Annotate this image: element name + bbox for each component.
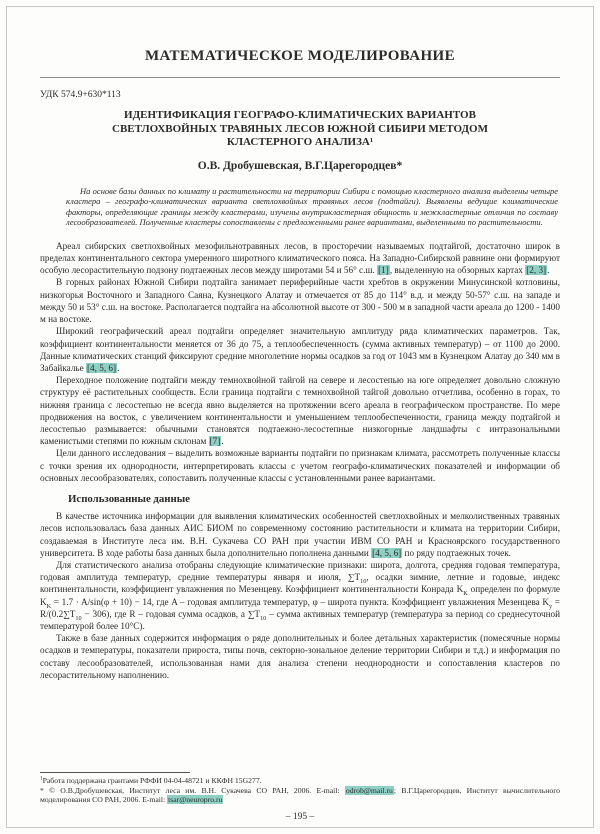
udk-code: УДК 574.9+630*113 (40, 90, 121, 100)
text-run: Широкий географический ареал подтайги определяет значительную амплитуду ряда климатических параметров. Так, коэффициент континентальности меняется от 36 до 75, а теплообеспеченность (сумма активных температур) – от 1100 до 2000. Данные климатических станций фиксируют средние многолетние нормы осадков за год от 1043 мм в Кузнецком Алатау до 340 мм в Забайкалье (40, 326, 560, 373)
text-run: . (547, 265, 550, 276)
footnotes (40, 776, 560, 805)
text-run: . (117, 362, 120, 373)
authors-line: О.В. Дробушевская, В.Г.Царегородцев* (197, 159, 403, 172)
text-run: Работа поддержана грантами РФФИ 04-04-48721 и ККФН 15G277. (42, 775, 262, 785)
title-line: КЛАСТЕРНОГО АНАЛИЗА¹ (226, 136, 374, 148)
text-run: 10 (75, 614, 82, 622)
footnote-rule (40, 772, 190, 773)
text-run: . (221, 436, 224, 447)
title-line: ИДЕНТИФИКАЦИЯ ГЕОГРАФО-КЛИМАТИЧЕСКИХ ВАРИАНТОВ (124, 109, 476, 121)
page-footer (40, 772, 560, 822)
paragraph (40, 276, 560, 325)
text-run: В горных районах Южной Сибири подтайга занимает периферийные части хребтов в окружении Минусинской котловины, низкогорья Восточного и Западного Саяна, Кузнецкого Алатау и отмечается от 85 до 114° в.д. и между 50-57° с.ш. на западе и между 50 и 53° с.ш. на востоке. Располагается подтайга на абсолютной высоте от 300 - 500 м в западной части ареала до 1200 - 1400 м на востоке. (40, 277, 560, 325)
text-run: * © О.В.Дробушевская, Институт леса им. В.Н. Сукачева СО РАН, 2006. E-mail: (40, 785, 345, 795)
abstract: На основе базы данных по климату и растительности на территории Сибири с помощью кластерного анализа выделены четыре кластера – географо-климатических варианта светлохвойных травяных лесов (подтайги). Выявлены ведущие климатические факторы, определяющие границы между кластерами, изучены внутрикластерная общность и межкластерные отличия по составу лесообразователей. Полученные кластеры сопоставлены с предложенными ранее вариантами, выделенными по растительности. (66, 185, 558, 228)
text-run: Цели данного исследования – выделить возможные варианты подтайги по признакам климата, рассмотреть полученные классы с точки зрения их однородности, интерпретировать классы с учетом географо-климатических показателей и информации об основных лесообразователях, сопоставить полученные классы с установленными ранее вариантами. (40, 448, 560, 483)
text-run: по ряду подтаежных точек. (402, 547, 511, 558)
text-run: , выделенную на обзорных картах (389, 265, 526, 276)
article-body (40, 240, 560, 681)
text-run: K (463, 590, 468, 598)
paragraph (40, 325, 560, 374)
citation-link[interactable]: [4, 5, 6] (372, 547, 402, 558)
header-rule (40, 77, 560, 78)
text-run: Для статистического анализа отобраны следующие климатические признаки: широта, долгота, средняя годовая температура, годовая амплитуда температур, средние температуры января и июля, ∑T (40, 559, 560, 583)
footnote (40, 786, 560, 805)
paragraph (40, 510, 560, 559)
text-run: , осадки зимние, летние и годовые, индекс континентальности, коэффициент увлажнения по Мезенцеву. Коэффициент континентальности Конрада K (40, 572, 560, 595)
article-title (40, 109, 560, 150)
text-run: = R/(0.2∑T (40, 596, 560, 619)
text-run: определен по формуле K (40, 584, 560, 607)
text-run: В качестве источника информации для выявления климатических особенностей светлохвойных и мелколиственных травяных лесов использовалась база данных АИС БИОМ по современному состоянию растительности и климата на территории Сибири, создаваемая в Институте леса им. В.Н. Сукачева СО РАН при участии ИВМ СО РАН и Красноярского государственного университета. В ходе работы база данных была дополнительно пополнена данными (40, 511, 560, 558)
text-run: у (549, 602, 553, 610)
footnote (40, 776, 560, 786)
paragraph (40, 374, 560, 447)
text-run: K (46, 602, 52, 610)
citation-link[interactable]: [1] (378, 265, 389, 276)
paragraph (40, 632, 560, 681)
paragraph (40, 559, 560, 632)
text-run: 10 (260, 614, 267, 622)
paragraph (40, 240, 560, 277)
text-run: Переходное положение подтайги между темнохвойной тайгой на севере и лесостепью на юге определяет довольно сложную структуру её растительных сообществ. Если граница подтайги с темнохвойной тайгой довольно отчетлива, особенно в горах, то нижняя граница с лесостепью не всегда явно выделяется на протяжении всего ареала в географическом пространстве. По мере продвижения на восток, с увеличением континентальности и уменьшением теплообеспеченности, граница между подтайгой и лесостепью размывается: обычными становятся подтаежно-лесостепные низкогорные ландшафты с интразональными каменистыми степями по южным склонам (40, 375, 560, 447)
email-link[interactable]: tsar@neuropro.ru (168, 795, 223, 805)
text-run: 1 (40, 775, 43, 782)
citation-link[interactable]: [2, 3] (526, 265, 547, 276)
text-run: − 306), где R – годовая сумма осадков, а ∑T (81, 608, 261, 619)
text-run: – сумма активных температур (температура за период со среднесуточной температурой более 10°С). (40, 608, 561, 631)
email-link[interactable]: odrob@mail.ru (345, 785, 393, 795)
page-number: – 195 – (285, 812, 315, 822)
paragraph (40, 447, 560, 484)
text-run: = 1.7 · A/sin(φ + 10) − 14, где A – годовая амплитуда температур, φ – широта пункта. Коэффициент увлажнения Мезенцева K (51, 596, 550, 607)
text-run: Также в базе данных содержится информация о ряде дополнительных и более детальных характеристик (помесячные нормы осадков и температуры, показатели прироста, типы почв, секторно-зональное деление территории Сибири и т.д.) и информация по составу лесообразователей, использованная нами для анализа степени неоднородности и сопоставления кластеров по лесорастительному наполнению. (40, 633, 560, 680)
text-run: 10 (360, 577, 367, 585)
running-head: МАТЕМАТИЧЕСКОЕ МОДЕЛИРОВАНИЕ (144, 48, 456, 64)
section-heading: Использованные данные (68, 492, 190, 505)
citation-link[interactable]: [4, 5, 6] (86, 362, 117, 373)
text-run: Ареал сибирских светлохвойных мезофильнотравяных лесов, в просторечии называемых подтайгой, достаточно широк в пределах континентального сектора умеренного широтного климатического пояса. На Западно-Сибирской равнине они формируют особую лесорастительную подзону подтаежных лесов между широтами 54 и 56° с.ш. (40, 240, 560, 276)
citation-link[interactable]: [7] (209, 436, 221, 447)
title-line: СВЕТЛОХВОЙНЫХ ТРАВЯНЫХ ЛЕСОВ ЮЖНОЙ СИБИРИ МЕТОДОМ (112, 122, 488, 135)
text-run: ; В.Г.Царегородцев, Институт вычислительного моделирования СО РАН, 2006. E-mail: (40, 785, 560, 805)
